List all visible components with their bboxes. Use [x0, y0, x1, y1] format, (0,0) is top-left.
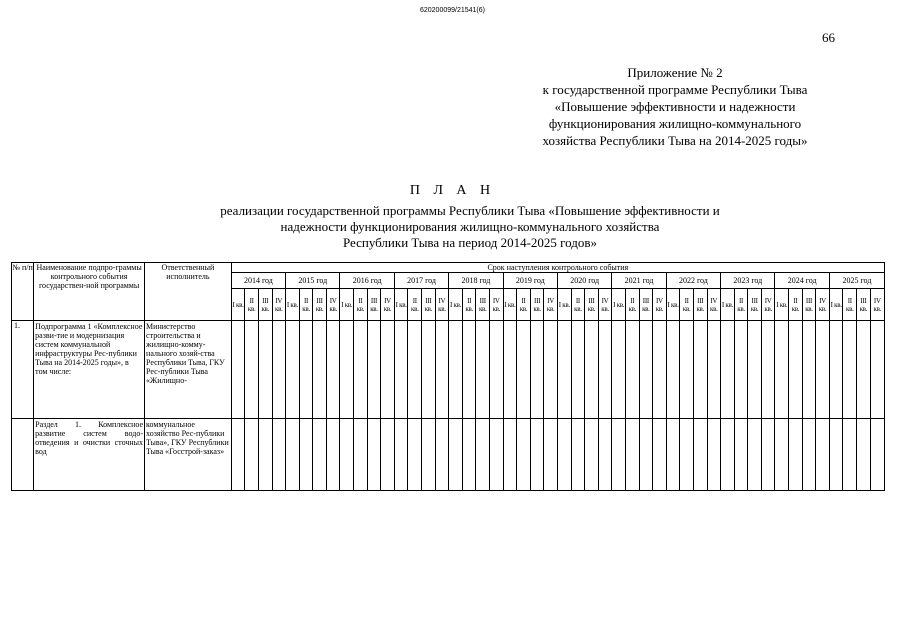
quarter-cell — [870, 419, 884, 491]
quarter-cell — [653, 321, 667, 419]
quarter-cell — [340, 419, 354, 491]
quarter-cell — [789, 419, 803, 491]
quarter-header: III кв. — [748, 289, 762, 321]
year-header: 2023 год — [721, 273, 775, 289]
quarter-cell — [775, 321, 789, 419]
year-header: 2024 год — [775, 273, 829, 289]
quarter-header: IV кв. — [272, 289, 286, 321]
quarter-cell — [761, 321, 775, 419]
year-header: 2022 год — [666, 273, 720, 289]
year-header: 2014 год — [231, 273, 285, 289]
quarter-cell — [707, 321, 721, 419]
quarter-header: II кв. — [408, 289, 422, 321]
quarter-cell — [231, 419, 245, 491]
quarter-cell — [272, 419, 286, 491]
quarter-cell — [381, 419, 395, 491]
quarter-cell — [612, 419, 626, 491]
quarter-cell — [721, 321, 735, 419]
header-executor: Ответственный исполнитель — [145, 263, 232, 321]
quarter-cell — [707, 419, 721, 491]
quarter-cell — [231, 321, 245, 419]
quarter-cell — [258, 419, 272, 491]
quarter-cell — [748, 321, 762, 419]
quarter-cell — [544, 419, 558, 491]
quarter-cell — [258, 321, 272, 419]
plan-subtitle — [160, 203, 780, 251]
quarter-header: I кв. — [666, 289, 680, 321]
quarter-cell — [680, 419, 694, 491]
row-executor: коммунальное хозяйство Рес-публики Тыва», ГКУ Республики Тыва «Госстрой-заказ» — [145, 419, 232, 491]
quarter-cell — [585, 321, 599, 419]
quarter-cell — [829, 419, 843, 491]
quarter-header: IV кв. — [435, 289, 449, 321]
row-executor: Министерство строительства и жилищно-комму-нального хозяй-ства Республики Тыва, ГКУ Рес-публики Тыва «Жилищно- — [145, 321, 232, 419]
quarter-cell — [802, 419, 816, 491]
quarter-cell — [490, 321, 504, 419]
quarter-header: IV кв. — [544, 289, 558, 321]
quarter-cell — [313, 321, 327, 419]
quarter-header: IV кв. — [653, 289, 667, 321]
quarter-cell — [299, 321, 313, 419]
quarter-cell — [734, 321, 748, 419]
quarter-header: III кв. — [258, 289, 272, 321]
quarter-header: I кв. — [721, 289, 735, 321]
quarter-cell — [557, 321, 571, 419]
quarter-cell — [544, 321, 558, 419]
appendix-line: к государственной программе Республики Тыва — [542, 82, 808, 97]
plan-subtitle-line: Республики Тыва на период 2014-2025 годов» — [342, 235, 598, 250]
quarter-header: IV кв. — [490, 289, 504, 321]
quarter-header: III кв. — [367, 289, 381, 321]
quarter-cell — [422, 321, 436, 419]
quarter-cell — [530, 419, 544, 491]
plan-table — [11, 262, 885, 491]
quarter-cell — [462, 419, 476, 491]
quarter-cell — [816, 419, 830, 491]
plan-subtitle-line: реализации государственной программы Республики Тыва «Повышение эффективности и — [220, 203, 720, 218]
quarter-header: III кв. — [693, 289, 707, 321]
quarter-cell — [625, 321, 639, 419]
year-header: 2015 год — [286, 273, 340, 289]
year-header: 2025 год — [829, 273, 884, 289]
year-header: 2017 год — [394, 273, 448, 289]
appendix-block — [500, 64, 850, 149]
row-name: Подпрограмма 1 «Комплексное разви-тие и модернизация систем коммунальной инфраструктуры Рес-публики Тыва на 2014-2025 годы», в том числе: — [34, 321, 145, 419]
quarter-cell — [326, 419, 340, 491]
quarter-header: I кв. — [612, 289, 626, 321]
quarter-cell — [326, 321, 340, 419]
quarter-header: I кв. — [394, 289, 408, 321]
quarter-cell — [367, 321, 381, 419]
quarter-header: II кв. — [354, 289, 368, 321]
quarter-cell — [286, 419, 300, 491]
quarter-cell — [517, 321, 531, 419]
quarter-cell — [503, 419, 517, 491]
year-header: 2016 год — [340, 273, 394, 289]
year-header: 2018 год — [449, 273, 503, 289]
quarter-cell — [870, 321, 884, 419]
quarter-header: II кв. — [734, 289, 748, 321]
quarter-cell — [394, 419, 408, 491]
quarter-header: III кв. — [857, 289, 871, 321]
quarter-header: I кв. — [829, 289, 843, 321]
quarter-cell — [449, 419, 463, 491]
quarter-cell — [245, 419, 259, 491]
header-no: № п/п — [12, 263, 34, 321]
appendix-line: «Повышение эффективности и надежности — [554, 99, 796, 114]
quarter-cell — [857, 419, 871, 491]
row-number — [12, 419, 34, 491]
quarter-header: III кв. — [639, 289, 653, 321]
quarter-cell — [666, 321, 680, 419]
quarter-header: IV кв. — [761, 289, 775, 321]
row-number: 1. — [12, 321, 34, 419]
quarter-header: I кв. — [340, 289, 354, 321]
quarter-cell — [354, 419, 368, 491]
quarter-cell — [435, 321, 449, 419]
quarter-cell — [394, 321, 408, 419]
quarter-cell — [340, 321, 354, 419]
quarter-cell — [422, 419, 436, 491]
quarter-cell — [585, 419, 599, 491]
quarter-cell — [843, 321, 857, 419]
quarter-header: IV кв. — [381, 289, 395, 321]
quarter-header: IV кв. — [870, 289, 884, 321]
quarter-cell — [299, 419, 313, 491]
quarter-header: III кв. — [422, 289, 436, 321]
quarter-cell — [517, 419, 531, 491]
quarter-header: I кв. — [449, 289, 463, 321]
quarter-cell — [775, 419, 789, 491]
quarter-header: II кв. — [843, 289, 857, 321]
quarter-header: II кв. — [571, 289, 585, 321]
quarter-cell — [829, 321, 843, 419]
quarter-cell — [625, 419, 639, 491]
quarter-cell — [476, 419, 490, 491]
quarter-cell — [639, 321, 653, 419]
quarter-cell — [571, 321, 585, 419]
quarter-header: II кв. — [789, 289, 803, 321]
quarter-header: II кв. — [625, 289, 639, 321]
quarter-header: III кв. — [313, 289, 327, 321]
quarter-cell — [802, 321, 816, 419]
quarter-cell — [680, 321, 694, 419]
page-number: 66 — [822, 30, 835, 45]
quarter-header: III кв. — [802, 289, 816, 321]
quarter-cell — [286, 321, 300, 419]
quarter-cell — [449, 321, 463, 419]
quarter-cell — [476, 321, 490, 419]
year-header: 2019 год — [503, 273, 557, 289]
quarter-header: IV кв. — [598, 289, 612, 321]
quarter-header: IV кв. — [707, 289, 721, 321]
document-id: 620200099/21541(6) — [419, 7, 485, 14]
quarter-cell — [816, 321, 830, 419]
quarter-cell — [612, 321, 626, 419]
quarter-header: I кв. — [503, 289, 517, 321]
quarter-header: III кв. — [476, 289, 490, 321]
quarter-cell — [639, 419, 653, 491]
quarter-header: III кв. — [585, 289, 599, 321]
quarter-header: II кв. — [517, 289, 531, 321]
quarter-cell — [666, 419, 680, 491]
quarter-header: II кв. — [299, 289, 313, 321]
quarter-cell — [557, 419, 571, 491]
quarter-cell — [435, 419, 449, 491]
quarter-header: I кв. — [231, 289, 245, 321]
quarter-header: II кв. — [462, 289, 476, 321]
quarter-cell — [734, 419, 748, 491]
quarter-cell — [598, 321, 612, 419]
quarter-cell — [598, 419, 612, 491]
quarter-cell — [857, 321, 871, 419]
quarter-header: IV кв. — [326, 289, 340, 321]
quarter-cell — [721, 419, 735, 491]
header-term: Срок наступления контрольного события — [231, 263, 884, 273]
quarter-cell — [503, 321, 517, 419]
quarter-cell — [530, 321, 544, 419]
header-name: Наименование подпро-граммы контрольного события государствен-ной программы — [34, 263, 145, 321]
quarter-cell — [408, 419, 422, 491]
plan-subtitle-line: надежности функционирования жилищно-коммунального хозяйства — [280, 219, 660, 234]
quarter-header: IV кв. — [816, 289, 830, 321]
quarter-cell — [381, 321, 395, 419]
quarter-cell — [245, 321, 259, 419]
quarter-cell — [367, 419, 381, 491]
quarter-cell — [761, 419, 775, 491]
plan-title: П Л А Н — [409, 183, 496, 198]
quarter-cell — [354, 321, 368, 419]
quarter-cell — [843, 419, 857, 491]
quarter-header: II кв. — [245, 289, 259, 321]
quarter-header: II кв. — [680, 289, 694, 321]
appendix-line: Приложение № 2 — [627, 65, 723, 80]
quarter-cell — [408, 321, 422, 419]
quarter-cell — [693, 419, 707, 491]
row-name: Раздел 1. Комплексное развитие систем водо-отведения и очистки сточных вод — [34, 419, 145, 491]
appendix-line: функционирования жилищно-коммунального — [548, 116, 802, 131]
quarter-cell — [748, 419, 762, 491]
quarter-header: I кв. — [775, 289, 789, 321]
quarter-cell — [313, 419, 327, 491]
quarter-cell — [490, 419, 504, 491]
appendix-line: хозяйства Республики Тыва на 2014-2025 годы» — [542, 133, 808, 148]
quarter-cell — [789, 321, 803, 419]
quarter-header: III кв. — [530, 289, 544, 321]
quarter-cell — [571, 419, 585, 491]
year-header: 2021 год — [612, 273, 666, 289]
quarter-cell — [653, 419, 667, 491]
quarter-header: I кв. — [557, 289, 571, 321]
quarter-cell — [693, 321, 707, 419]
quarter-cell — [272, 321, 286, 419]
year-header: 2020 год — [557, 273, 611, 289]
quarter-header: I кв. — [286, 289, 300, 321]
quarter-cell — [462, 321, 476, 419]
